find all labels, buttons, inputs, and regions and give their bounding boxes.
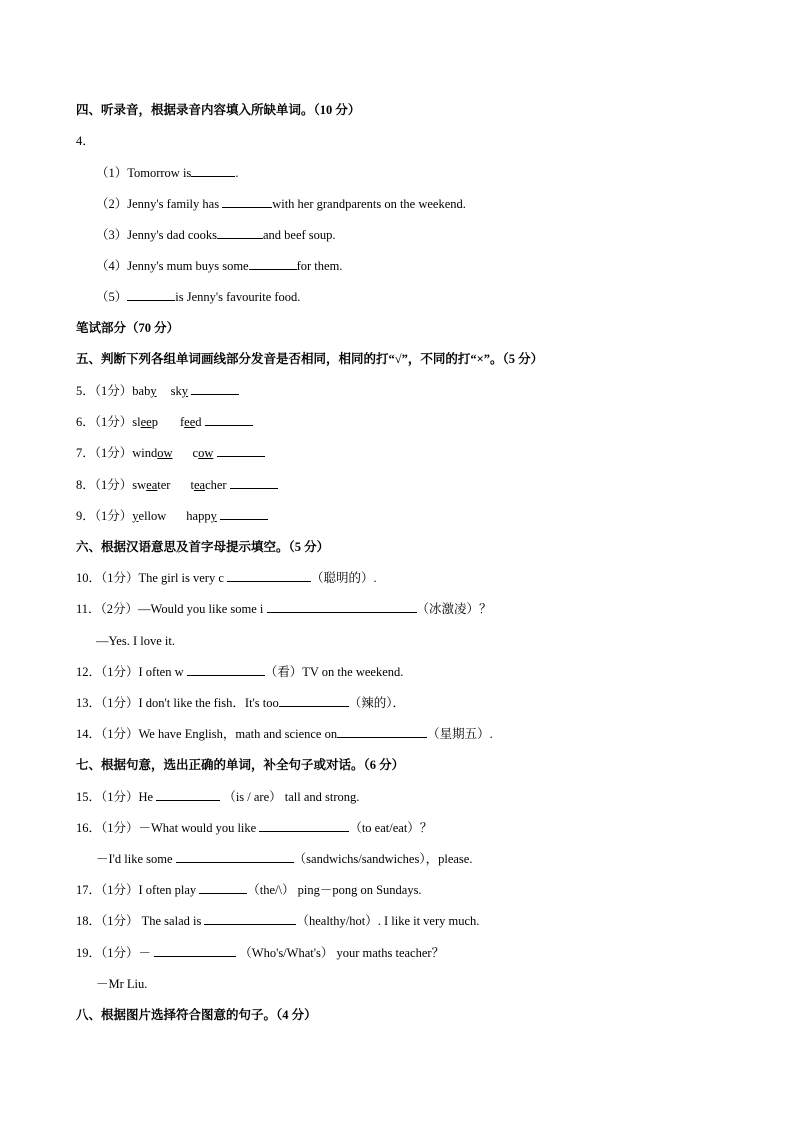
answer-blank[interactable] — [191, 383, 239, 395]
q4-item-2: （2）Jenny's family has with her grandparents on the weekend. — [96, 197, 466, 211]
answer-blank[interactable] — [220, 508, 268, 520]
q14-row: 14．（1分）We have English，math and science on （星期五）. — [76, 727, 493, 741]
answer-blank[interactable] — [204, 913, 296, 925]
answer-blank[interactable] — [259, 820, 349, 832]
answer-blank[interactable] — [187, 664, 265, 676]
answer-blank[interactable] — [205, 414, 253, 426]
written-part-title: 笔试部分（70 分） — [76, 321, 180, 335]
answer-blank[interactable] — [217, 445, 265, 457]
answer-blank[interactable] — [222, 196, 272, 208]
section-4-title: 四、听录音，根据录音内容填入所缺单词。（10 分） — [76, 103, 361, 117]
answer-blank[interactable] — [227, 570, 311, 582]
q16-row: 16．（1分）－What would you like （to eat/eat）？ — [76, 821, 433, 835]
q19-row: 19．（1分）－ （Who's/What's） your maths teacher？ — [76, 946, 445, 960]
answer-blank[interactable] — [230, 477, 278, 489]
answer-blank[interactable] — [191, 165, 235, 177]
answer-blank[interactable] — [217, 227, 263, 239]
q11-row: 11．（2分）—Would you like some i （冰激凌）？ — [76, 602, 492, 616]
q18-row: 18．（1分） The salad is （healthy/hot）. I like it very much. — [76, 914, 480, 928]
q4-item-1: （1）Tomorrow is . — [96, 166, 239, 180]
q4-item-5: （5） is Jenny's favourite food. — [96, 290, 301, 304]
answer-blank[interactable] — [337, 726, 427, 738]
q15-row: 15．（1分）He （is / are） tall and strong. — [76, 790, 360, 804]
q16-reply: －I'd like some （sandwichs/sandwiches），please. — [96, 852, 473, 866]
answer-blank[interactable] — [249, 258, 297, 270]
answer-blank[interactable] — [199, 882, 247, 894]
answer-blank[interactable] — [279, 695, 349, 707]
q13-row: 13．（1分）I don't like the fish．It's too （辣的）． — [76, 696, 406, 710]
q5-row: 5．（1分）baby sky — [76, 383, 239, 399]
answer-blank[interactable] — [127, 289, 175, 301]
q12-row: 12．（1分）I often w （看）TV on the weekend. — [76, 665, 404, 679]
question-4-number: 4． — [76, 134, 95, 148]
q7-row: 7．（1分）window cow — [76, 445, 265, 461]
q10-row: 10．（1分）The girl is very c （聪明的）. — [76, 571, 377, 585]
q11-reply: —Yes. I love it. — [96, 634, 175, 648]
answer-blank[interactable] — [176, 851, 294, 863]
q4-item-4: （4）Jenny's mum buys some for them. — [96, 259, 343, 273]
q4-item-3: （3）Jenny's dad cooks and beef soup. — [96, 228, 336, 242]
q8-row: 8．（1分）sweater teacher — [76, 477, 278, 493]
q19-reply: －Mr Liu. — [96, 977, 148, 991]
answer-blank[interactable] — [267, 601, 417, 613]
section-6-title: 六、根据汉语意思及首字母提示填空。（5 分） — [76, 540, 330, 554]
section-8-title: 八、根据图片选择符合图意的句子。（4 分） — [76, 1008, 317, 1022]
answer-blank[interactable] — [154, 945, 236, 957]
q17-row: 17．（1分）I often play （the/\） ping－pong on Sundays. — [76, 883, 422, 897]
answer-blank[interactable] — [156, 789, 220, 801]
section-5-title: 五、判断下列各组单词画线部分发音是否相同，相同的打“√”，不同的打“×”。（5 分） — [76, 352, 544, 366]
q9-row: 9．（1分）yellow happy — [76, 508, 268, 524]
q6-row: 6．（1分）sleep feed — [76, 414, 253, 430]
section-7-title: 七、根据句意，选出正确的单词，补全句子或对话。（6 分） — [76, 758, 405, 772]
